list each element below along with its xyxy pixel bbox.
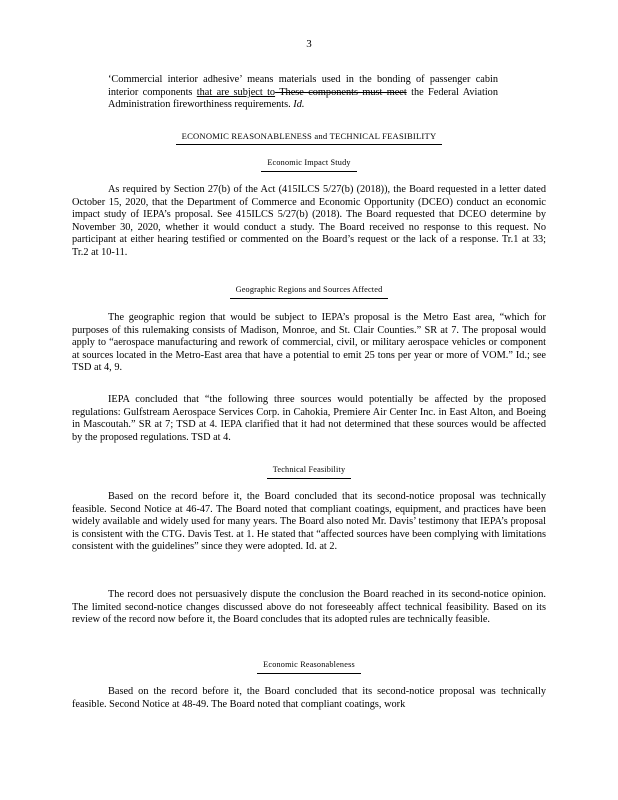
citation: Id. bbox=[290, 99, 305, 111]
paragraph-technical-feasibility-1: Based on the record before it, the Board concluded that its second-notice proposal was technically feasible. Second Notice at 46-47. The Board noted that compliant coatings, equipment, and practices have been widely available and widely used for many years. The Board also noted Mr. Davis’ testimony that IEPA’s proposal is consistent with the CTG. Davis Test. at 1. He stated that “affected sources have been complying with limitations consistent with the guidelines” since they were adopted. Id. at 2. bbox=[72, 491, 546, 553]
subheading-technical-feasibility: Technical Feasibility bbox=[0, 464, 618, 479]
inserted-text: that are subject to bbox=[196, 86, 276, 98]
deleted-text: These components must meet bbox=[275, 86, 407, 98]
definition-text-continued: the Federal Aviation Administration fireworthiness requirements. bbox=[108, 86, 498, 111]
definition-quote bbox=[108, 74, 498, 112]
paragraph-impact-study: As required by Section 27(b) of the Act (415ILCS 5/27(b) (2018)), the Board requested in a letter dated October 15, 2020, that the Department of Commerce and Economic Opportunity (DCEO) conduct an economic impact study of IEPA’s proposal. See 415ILCS 5/27(b) (2018). The Board requested that DCEO determine by November 30, 2020, whether it would conduct a study. The Board received no response to this request. No participant at either hearing testified or commented on the Board’s request or the lack of a response. Tr.1 at 33; Tr.2 at 10-11. bbox=[72, 184, 546, 258]
subheading-geographic-regions: Geographic Regions and Sources Affected bbox=[0, 284, 618, 299]
section-heading: ECONOMIC REASONABLENESS and TECHNICAL FEASIBILITY bbox=[0, 130, 618, 145]
page-number: 3 bbox=[306, 38, 312, 50]
subheading-economic-reasonableness: Economic Reasonableness bbox=[0, 659, 618, 674]
subheading-economic-impact-study: Economic Impact Study bbox=[0, 157, 618, 172]
paragraph-affected-sources: IEPA concluded that “the following three sources would potentially be affected by the proposed regulations: Gulfstream Aerospace Services Corp. in Cahokia, Premiere Air Center Inc. in East Alton, and Boeing in Mascoutah.” SR at 7; TSD at 4. IEPA clarified that it had not determined that these sources would be affected by the proposed regulations. TSD at 4. bbox=[72, 394, 546, 443]
paragraph-economic-reasonableness: Based on the record before it, the Board concluded that its second-notice proposal was technically feasible. Second Notice at 48-49. The Board noted that compliant coatings, work bbox=[72, 686, 546, 710]
paragraph-technical-feasibility-2: The record does not persuasively dispute the conclusion the Board reached in its second-notice opinion. The limited second-notice changes discussed above do not foreseeably affect technical feasibility. Based on its review of the record now before it, the Board concludes that its adopted rules are technically feasible. bbox=[72, 589, 546, 626]
paragraph-geographic-region: The geographic region that would be subject to IEPA’s proposal is the Metro East area, “which for purposes of this rulemaking consists of Madison, Monroe, and St. Clair Counties.” SR at 7. The proposal would apply to “aerospace manufacturing and rework of commercial, civil, or military aerospace vehicles or component at sources located in the Metro-East area that have a potential to emit 25 tons per year or more of VOM.” Id.; see TSD at 4, 9. bbox=[72, 312, 546, 374]
definition-text: ‘Commercial interior adhesive’ means materials used in the bonding of passenger cabin interior components bbox=[108, 74, 498, 98]
